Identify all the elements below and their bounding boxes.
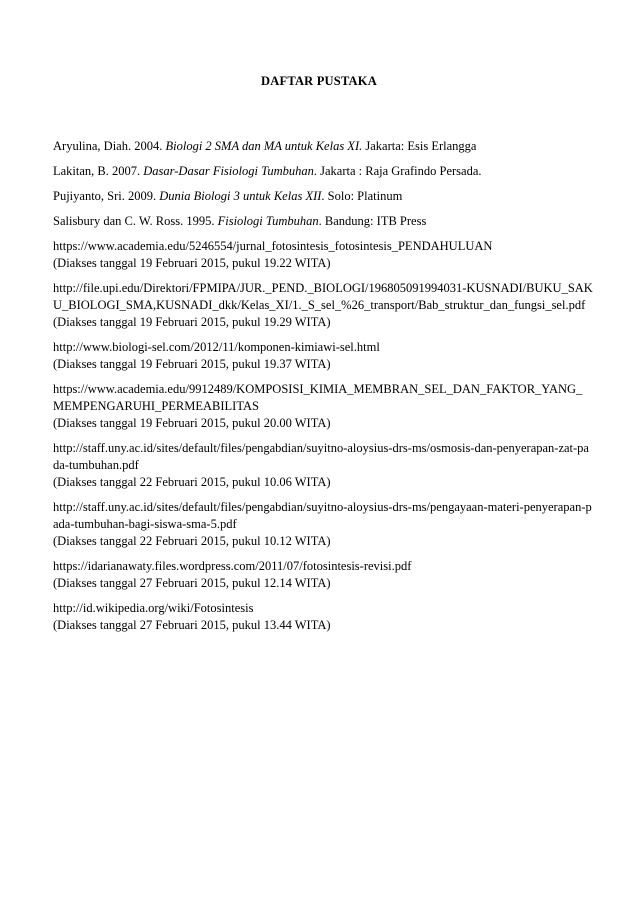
reference-access-date: (Diakses tanggal 27 Februari 2015, pukul 12.14 WITA) <box>53 576 331 590</box>
reference-book-title: Dasar-Dasar Fisiologi Tumbuhan <box>143 164 314 178</box>
reference-access-date: (Diakses tanggal 27 Februari 2015, pukul 13.44 WITA) <box>53 618 331 632</box>
reference-url: http://staff.uny.ac.id/sites/default/files/pengabdian/suyitno-aloysius-drs-ms/pengayaan-materi-penyerapan-pada-tumbuhan-bagi-siswa-sma-5.pdf <box>53 500 592 531</box>
reference-publisher: Jakarta: Esis Erlangga <box>362 139 477 153</box>
web-reference <box>53 238 593 272</box>
reference-author-year: Pujiyanto, Sri. 2009. <box>53 189 160 203</box>
reference-url: https://www.academia.edu/9912489/KOMPOSISI_KIMIA_MEMBRAN_SEL_DAN_FAKTOR_YANG_MEMPENGARUHI_PERMEABILITAS <box>53 382 583 413</box>
web-reference <box>53 440 593 491</box>
reference-publisher: . Jakarta : Raja Grafindo Persada. <box>313 164 482 178</box>
book-reference <box>53 138 593 155</box>
reference-access-date: (Diakses tanggal 22 Februari 2015, pukul 10.12 WITA) <box>53 534 331 548</box>
reference-publisher: . Bandung: ITB Press <box>318 214 427 228</box>
reference-access-date: (Diakses tanggal 19 Februari 2015, pukul 19.22 WITA) <box>53 256 331 270</box>
reference-url: http://file.upi.edu/Direktori/FPMIPA/JUR._PEND._BIOLOGI/196805091994031-KUSNADI/BUKU_SAKU_BIOLOGI_SMA,KUSNADI_dkk/Kelas_XI/1._S_sel_%26_transport/Bab_struktur_dan_fungsi_sel.pdf <box>53 281 593 312</box>
reference-url: http://id.wikipedia.org/wiki/Fotosintesis <box>53 601 254 615</box>
book-reference <box>53 213 593 230</box>
reference-url: https://www.academia.edu/5246554/jurnal_fotosintesis_fotosintesis_PENDAHULUAN <box>53 239 493 253</box>
web-reference <box>53 600 593 634</box>
reference-book-title: Dunia Biologi 3 untuk Kelas XII <box>159 189 322 203</box>
reference-url: http://www.biologi-sel.com/2012/11/komponen-kimiawi-sel.html <box>53 340 380 354</box>
reference-list <box>53 138 593 642</box>
web-reference <box>53 381 593 432</box>
reference-author-year: Aryulina, Diah. 2004. <box>53 139 166 153</box>
reference-access-date: (Diakses tanggal 22 Februari 2015, pukul 10.06 WITA) <box>53 475 331 489</box>
web-reference <box>53 558 593 592</box>
reference-book-title: Biologi 2 SMA dan MA untuk Kelas XI. <box>165 139 363 153</box>
book-reference <box>53 163 593 180</box>
reference-access-date: (Diakses tanggal 19 Februari 2015, pukul 20.00 WITA) <box>53 416 331 430</box>
web-reference <box>53 499 593 550</box>
reference-publisher: . Solo: Platinum <box>321 189 403 203</box>
reference-url: https://idarianawaty.files.wordpress.com/2011/07/fotosintesis-revisi.pdf <box>53 559 412 573</box>
book-reference <box>53 188 593 205</box>
page-title: DAFTAR PUSTAKA <box>261 74 377 88</box>
reference-url: http://staff.uny.ac.id/sites/default/files/pengabdian/suyitno-aloysius-drs-ms/osmosis-dan-penyerapan-zat-pada-tumbuhan.pdf <box>53 441 589 472</box>
web-reference <box>53 339 593 373</box>
reference-author-year: Lakitan, B. 2007. <box>53 164 144 178</box>
reference-book-title: Fisiologi Tumbuhan <box>217 214 319 228</box>
web-reference <box>53 280 593 331</box>
reference-access-date: (Diakses tanggal 19 Februari 2015, pukul 19.37 WITA) <box>53 357 331 371</box>
reference-author-year: Salisbury dan C. W. Ross. 1995. <box>53 214 218 228</box>
reference-access-date: (Diakses tanggal 19 Februari 2015, pukul 19.29 WITA) <box>53 315 331 329</box>
